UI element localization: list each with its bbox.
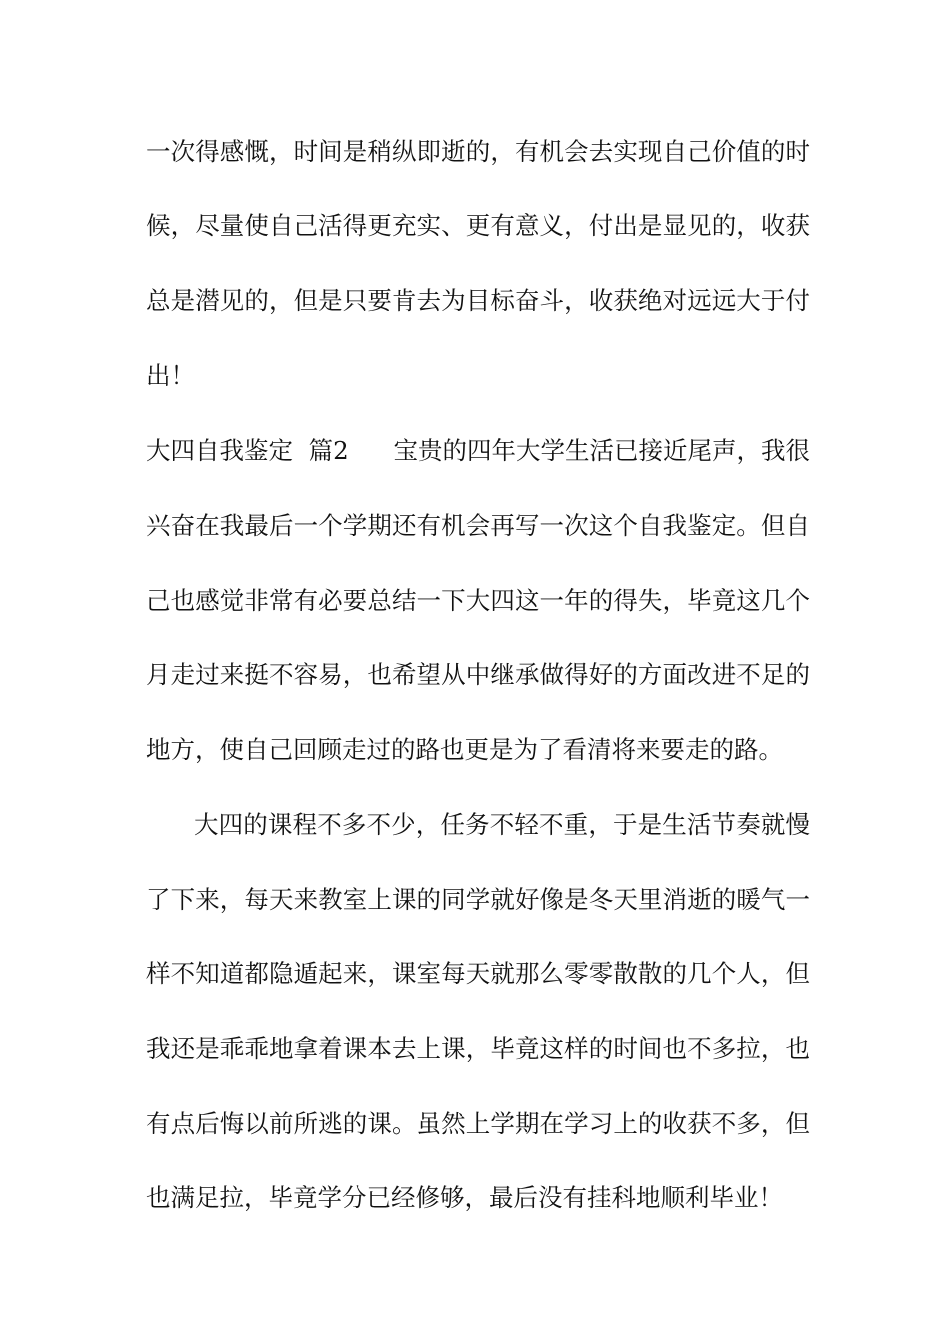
text-line: 有点后悔以前所逃的课。虽然上学期在学习上的收获不多，但 — [146, 1109, 810, 1138]
text-line: 己也感觉非常有必要总结一下大四这一年的得失，毕竟这几个 — [146, 586, 810, 615]
text-line: 出！ — [146, 361, 195, 390]
section-heading-line — [146, 435, 810, 467]
text-line: 我还是乖乖地拿着课本去上课，毕竟这样的时间也不多拉，也 — [146, 1034, 810, 1063]
text-line: 候，尽量使自己活得更充实、更有意义，付出是显见的，收获 — [146, 211, 810, 240]
text-line: 兴奋在我最后一个学期还有机会再写一次这个自我鉴定。但自 — [146, 511, 810, 540]
text-line: 大四的课程不多不少，任务不轻不重，于是生活节奏就慢 — [194, 810, 810, 839]
text-line: 了下来，每天来教室上课的同学就好像是冬天里消逝的暖气一 — [146, 885, 810, 914]
text-line: 地方，使自己回顾走过的路也更是为了看清将来要走的路。 — [146, 735, 783, 764]
text-line: 也满足拉，毕竟学分已经修够，最后没有挂科地顺利毕业！ — [146, 1183, 783, 1212]
text-line: 总是潜见的，但是只要肯去为目标奋斗，收获绝对远远大于付 — [146, 286, 810, 315]
section-title: 大四自我鉴定 篇2 — [146, 436, 349, 465]
text-line: 月走过来挺不容易，也希望从中继承做得好的方面改进不足的 — [146, 660, 810, 689]
text-line: 样不知道都隐遁起来，课室每天就那么零零散散的几个人，但 — [146, 959, 810, 988]
text-line: 一次得感慨，时间是稍纵即逝的，有机会去实现自己价值的时 — [146, 137, 810, 166]
section-first-line-text: 宝贵的四年大学生活已接近尾声，我很 — [393, 436, 810, 465]
